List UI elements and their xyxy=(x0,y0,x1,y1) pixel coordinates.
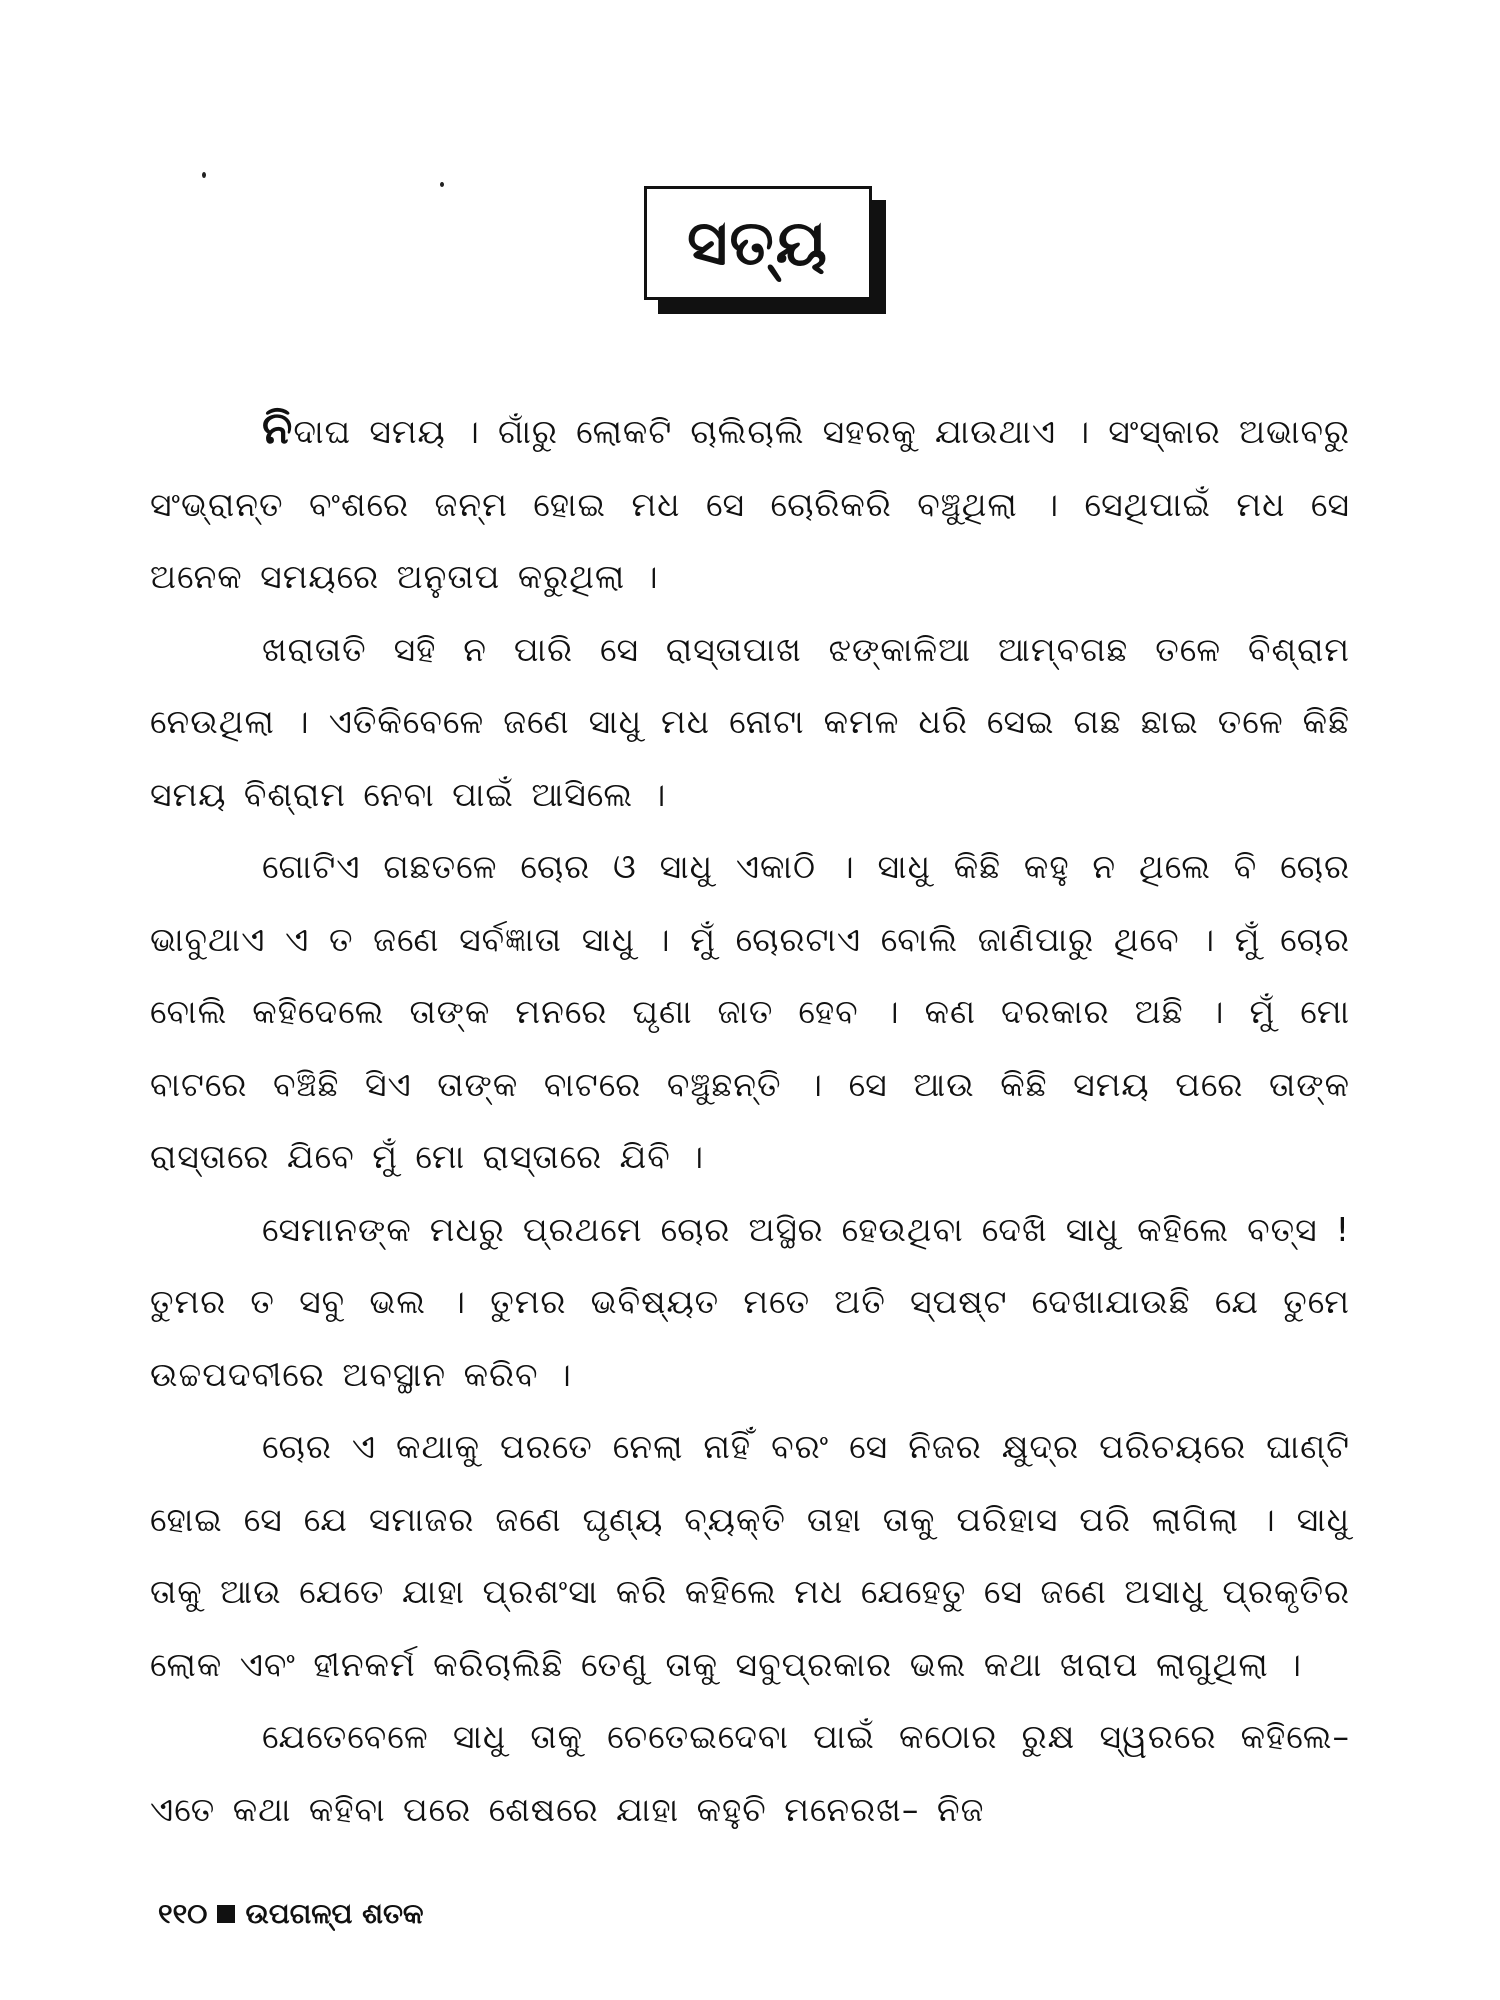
paragraph: ଯେତେବେଳେ ସାଧୁ ତାକୁ ଚେତେଇଦେବା ପାଇଁ କଠୋର ରୁକ୍ଷ ସ୍ୱରରେ କହିଲେ– ଏତେ କଥା କହିବା ପରେ ଶେଷରେ ଯାହା କହୁଚି ମନେରଖ– ନିଜ xyxy=(150,1717,1350,1829)
paragraph xyxy=(150,393,1350,614)
story-body xyxy=(150,393,1350,1846)
paragraph: ଚୋର ଏ କଥାକୁ ପରତେ ନେଲା ନାହିଁ ବରଂ ସେ ନିଜର କ୍ଷୁଦ୍ର ପରିଚୟରେ ଘାଣ୍ଟି ହୋଇ ସେ ଯେ ସମାଜର ଜଣେ ଘୃଣ୍ୟ ବ୍ୟକ୍ତି ତାହା ତାକୁ ପରିହାସ ପରି ଲାଗିଲା । ସାଧୁ ତାକୁ ଆଉ ଯେତେ ଯାହା ପ୍ରଶଂସା କରି କହିଲେ ମଧ ଯେହେତୁ ସେ ଜଣେ ଅସାଧୁ ପ୍ରକୃତିର ଲୋକ ଏବଂ ହୀନକର୍ମ କରିଚାଲିଛି ତେଣୁ ତାକୁ ସବୁପ୍ରକାର ଭଲ କଥା ଖରାପ ଲାଗୁଥିଲା । xyxy=(150,1427,1350,1684)
book-title: ଉପଗଳ୍ପ ଶତକ xyxy=(245,1897,424,1930)
print-speck xyxy=(440,182,444,187)
page-footer xyxy=(158,1897,424,1931)
drop-cap: ନି xyxy=(262,403,294,454)
print-speck xyxy=(202,172,206,178)
story-title: ସତ୍ୟ xyxy=(687,206,829,279)
square-bullet-icon xyxy=(217,1905,235,1923)
title-box xyxy=(644,186,872,300)
paragraph-text: ଦାଘ ସମୟ । ଗାଁରୁ ଲୋକଟି ଚାଲିଚାଲି ସହରକୁ ଯାଉଥାଏ । ସଂସ୍କାର ଅଭାବରୁ ସଂଭ୍ରାନ୍ତ ବଂଶରେ ଜନ୍ମ ହୋଇ ମଧ ସେ ଚୋରିକରି ବଞ୍ଚୁଥିଲା । ସେଥିପାଇଁ ମଧ ସେ ଅନେକ ସମୟରେ ଅନୁତାପ କରୁଥିଲା । xyxy=(150,412,1350,596)
title-frame xyxy=(644,186,872,300)
paragraph: ସେମାନଙ୍କ ମଧରୁ ପ୍ରଥମେ ଚୋର ଅସ୍ଥିର ହେଉଥିବା ଦେଖି ସାଧୁ କହିଲେ ବତ୍ସ ! ତୁମର ତ ସବୁ ଭଲ । ତୁମର ଭବିଷ୍ୟତ ମତେ ଅତି ସ୍ପଷ୍ଟ ଦେଖାଯାଉଛି ଯେ ତୁମେ ଉଚ୍ଚପଦବୀରେ ଅବସ୍ଥାନ କରିବ । xyxy=(150,1209,1350,1394)
paragraph: ଗୋଟିଏ ଗଛତଳେ ଚୋର ଓ ସାଧୁ ଏକାଠି । ସାଧୁ କିଛି କହୁ ନ ଥିଲେ ବି ଚୋର ଭାବୁଥାଏ ଏ ତ ଜଣେ ସର୍ବଜ୍ଞାତା ସାଧୁ । ମୁଁ ଚୋରଟାଏ ବୋଲି ଜାଣିପାରୁ ଥିବେ । ମୁଁ ଚୋର ବୋଲି କହିଦେଲେ ତାଙ୍କ ମନରେ ଘୃଣା ଜାତ ହେବ । କଣ ଦରକାର ଅଛି । ମୁଁ ମୋ ବାଟରେ ବଞ୍ଚିଛି ସିଏ ତାଙ୍କ ବାଟରେ ବଞ୍ଚୁଛନ୍ତି । ସେ ଆଉ କିଛି ସମୟ ପରେ ତାଙ୍କ ରାସ୍ତାରେ ଯିବେ ମୁଁ ମୋ ରାସ୍ତାରେ ଯିବି । xyxy=(150,847,1350,1176)
paragraph: ଖରାତାତି ସହି ନ ପାରି ସେ ରାସ୍ତାପାଖ ଝଙ୍କାଳିଆ ଆମ୍ବଗଛ ତଳେ ବିଶ୍ରାମ ନେଉଥିଲା । ଏତିକିବେଳେ ଜଣେ ସାଧୁ ମଧ ନୋଟା କମଳ ଧରି ସେଇ ଗଛ ଛାଇ ତଳେ କିଛି ସମୟ ବିଶ୍ରାମ ନେବା ପାଇଁ ଆସିଲେ । xyxy=(150,629,1350,814)
page-number: ୧୧୦ xyxy=(158,1897,208,1930)
